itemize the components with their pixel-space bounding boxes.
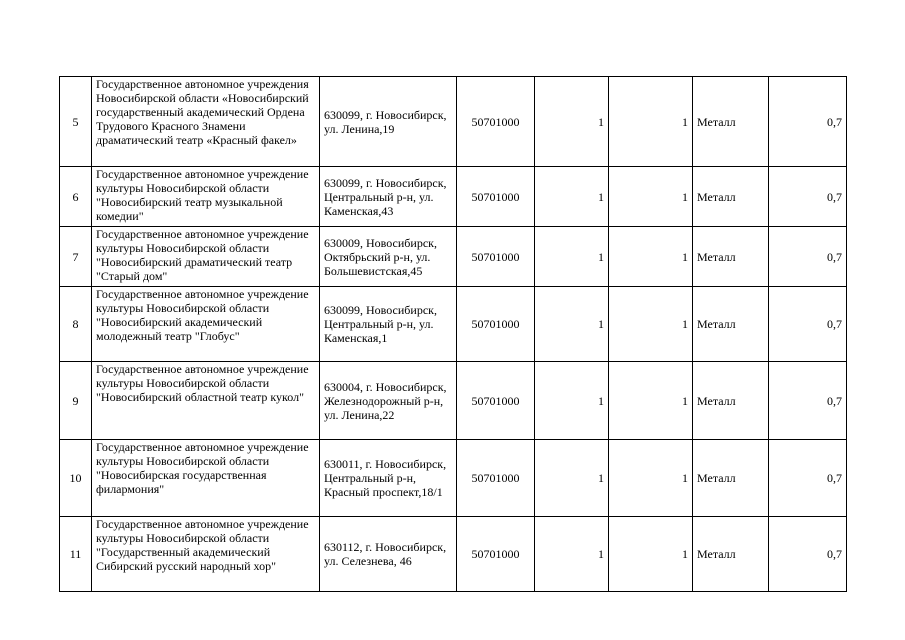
quantity-2: 1 [609,167,693,227]
oktmo-code: 50701000 [457,227,535,287]
volume: 0,7 [769,167,847,227]
material: Металл [693,77,769,167]
oktmo-code: 50701000 [457,362,535,440]
quantity-2: 1 [609,517,693,592]
row-number: 10 [60,440,92,517]
document-table [59,76,847,592]
quantity-2: 1 [609,227,693,287]
quantity-1: 1 [535,77,609,167]
table-row [60,227,847,287]
oktmo-code: 50701000 [457,77,535,167]
table-row [60,287,847,362]
quantity-2: 1 [609,287,693,362]
quantity-1: 1 [535,517,609,592]
quantity-1: 1 [535,287,609,362]
address: 630009, Новосибирск, Октябрьский р-н, ул. Большевистская,45 [320,227,457,287]
quantity-2: 1 [609,362,693,440]
row-number: 11 [60,517,92,592]
address: 630011, г. Новосибирск, Центральный р-н, Красный проспект,18/1 [320,440,457,517]
address: 630099, Новосибирск, Центральный р-н, ул. Каменская,1 [320,287,457,362]
table-row [60,517,847,592]
row-number: 6 [60,167,92,227]
row-number: 8 [60,287,92,362]
oktmo-code: 50701000 [457,517,535,592]
institution-name: Государственное автономное учреждение культуры Новосибирской области "Новосибирский академический молодежный театр "Глобус" [92,287,320,362]
volume: 0,7 [769,517,847,592]
institution-name: Государственное автономное учреждения Новосибирской области «Новосибирский государственный академический Ордена Трудового Красного Знамени драматический театр «Красный факел» [92,77,320,167]
address: 630004, г. Новосибирск, Железнодорожный р-н, ул. Ленина,22 [320,362,457,440]
institution-name: Государственное автономное учреждение культуры Новосибирской области "Новосибирский театр музыкальной комедии" [92,167,320,227]
institution-name: Государственное автономное учреждение культуры Новосибирской области "Новосибирский областной театр кукол" [92,362,320,440]
volume: 0,7 [769,227,847,287]
institution-name: Государственное автономное учреждение культуры Новосибирской области "Новосибирский драматический театр "Старый дом" [92,227,320,287]
quantity-2: 1 [609,440,693,517]
address: 630099, г. Новосибирск, Центральный р-н, ул. Каменская,43 [320,167,457,227]
material: Металл [693,440,769,517]
oktmo-code: 50701000 [457,440,535,517]
institution-name: Государственное автономное учреждение культуры Новосибирской области "Новосибирская государственная филармония" [92,440,320,517]
table-row [60,77,847,167]
row-number: 7 [60,227,92,287]
quantity-2: 1 [609,77,693,167]
address: 630099, г. Новосибирск, ул. Ленина,19 [320,77,457,167]
material: Металл [693,167,769,227]
institution-name: Государственное автономное учреждение культуры Новосибирской области "Государственный академический Сибирский русский народный хор" [92,517,320,592]
quantity-1: 1 [535,167,609,227]
oktmo-code: 50701000 [457,167,535,227]
material: Металл [693,517,769,592]
material: Металл [693,227,769,287]
volume: 0,7 [769,287,847,362]
table-row [60,167,847,227]
quantity-1: 1 [535,227,609,287]
volume: 0,7 [769,77,847,167]
volume: 0,7 [769,440,847,517]
quantity-1: 1 [535,362,609,440]
table-row [60,362,847,440]
quantity-1: 1 [535,440,609,517]
material: Металл [693,287,769,362]
oktmo-code: 50701000 [457,287,535,362]
table-row [60,440,847,517]
material: Металл [693,362,769,440]
address: 630112, г. Новосибирск, ул. Селезнева, 46 [320,517,457,592]
row-number: 9 [60,362,92,440]
volume: 0,7 [769,362,847,440]
row-number: 5 [60,77,92,167]
